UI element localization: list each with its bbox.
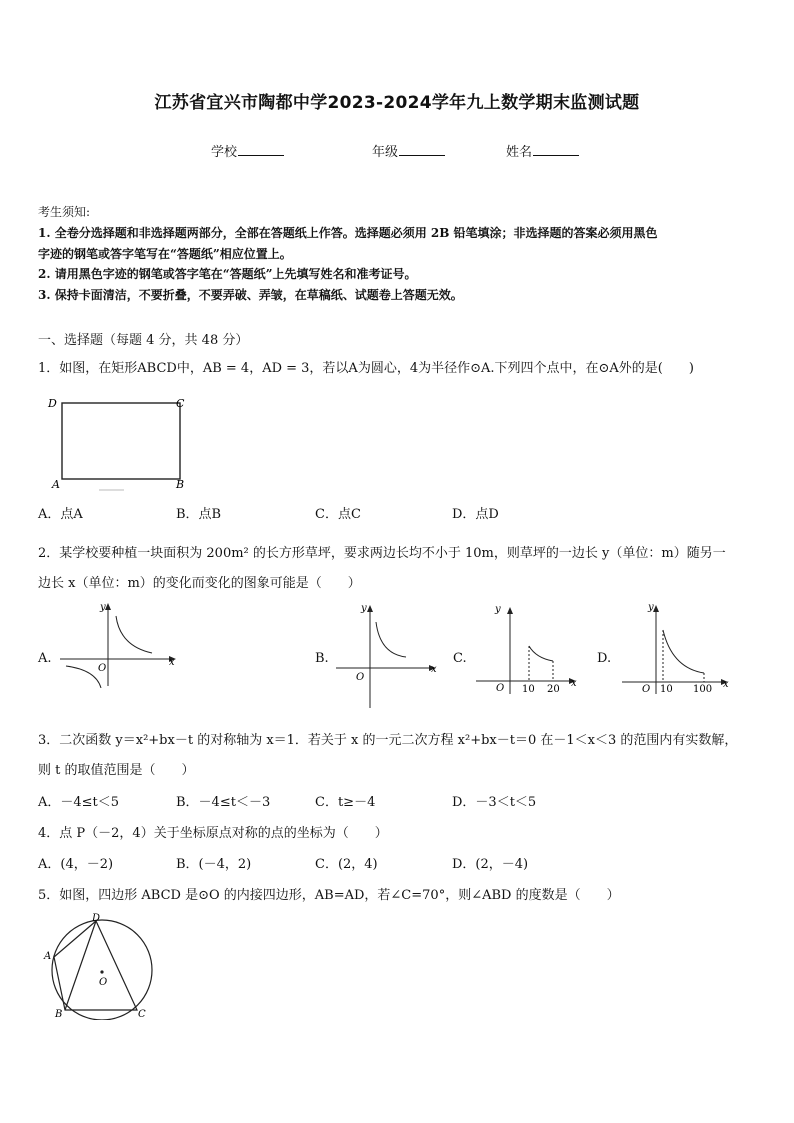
name-field[interactable] xyxy=(506,141,579,160)
axis-x: x xyxy=(169,657,175,668)
origin: O xyxy=(642,684,651,695)
label-b: B xyxy=(55,1009,63,1020)
label-d: D xyxy=(48,397,57,410)
rectangle-abcd xyxy=(62,403,180,479)
q2-option-d[interactable]: D. xyxy=(597,651,612,666)
q4-option-a[interactable]: A．(4，－2) xyxy=(38,857,114,872)
q1-option-b[interactable]: B．点B xyxy=(176,507,222,522)
question-3-line2: 则 t 的取值范围是（ ） xyxy=(38,763,195,778)
label-c: C xyxy=(138,1009,146,1020)
axis-y: y xyxy=(361,603,367,614)
label-a: A xyxy=(52,478,60,491)
graph-b xyxy=(334,598,444,710)
origin: O xyxy=(98,663,107,674)
question-2-line1: 2．某学校要种植一块面积为 200m² 的长方形草坪，要求两边长均不小于 10m，则草坪的一边长 y（单位：m）随另一 xyxy=(38,546,726,561)
origin: O xyxy=(496,683,505,694)
notice-item: 字迹的钢笔或答字笔写在“答题纸”相应位置上。 xyxy=(38,247,292,261)
q2-option-b[interactable]: B. xyxy=(315,651,329,666)
axis-y: y xyxy=(648,602,654,613)
q3-option-a[interactable]: A．－4≤t＜5 xyxy=(38,795,120,810)
q2-option-a[interactable]: A. xyxy=(38,651,52,666)
tick-10: 10 xyxy=(522,684,535,695)
grade-field[interactable] xyxy=(372,141,445,160)
origin: O xyxy=(356,672,365,683)
q4-option-b[interactable]: B．(－4，2) xyxy=(176,857,252,872)
name-label: 姓名 xyxy=(506,145,533,160)
tick-10: 10 xyxy=(660,684,673,695)
axis-y: y xyxy=(100,602,106,613)
q3-option-c[interactable]: C．t≥－4 xyxy=(315,795,376,810)
school-field[interactable] xyxy=(211,141,284,160)
q1-option-d[interactable]: D．点D xyxy=(452,507,499,522)
graph-a xyxy=(56,598,182,688)
axis-x: x xyxy=(723,679,729,690)
q1-option-a[interactable]: A．点A xyxy=(38,507,83,522)
q2-option-c[interactable]: C. xyxy=(453,651,467,666)
notice-heading: 考生须知: xyxy=(38,205,91,219)
tick-20: 20 xyxy=(547,684,560,695)
axis-x: x xyxy=(571,678,577,689)
q3-option-d[interactable]: D．－3＜t＜5 xyxy=(452,795,537,810)
graph-d xyxy=(620,600,736,696)
label-b: B xyxy=(176,478,185,491)
section-heading: 一、选择题（每题 4 分，共 48 分） xyxy=(38,333,249,348)
tick-100: 100 xyxy=(693,684,713,695)
question-4-text: 4．点 P（－2，4）关于坐标原点对称的点的坐标为（ ） xyxy=(38,826,388,841)
notice-item: 1. 全卷分选择题和非选择题两部分，全部在答题纸上作答。选择题必须用 2B 铅笔填涂；非选择题的答案必须用黑色 xyxy=(38,226,658,240)
school-label: 学校 xyxy=(211,145,238,160)
axis-x: x xyxy=(431,664,437,675)
grade-label: 年级 xyxy=(372,145,399,160)
notice-item: 3. 保持卡面清洁，不要折叠，不要弄破、弄皱，在草稿纸、试题卷上答题无效。 xyxy=(38,288,463,302)
q4-option-d[interactable]: D．(2，－4) xyxy=(452,857,529,872)
notice-item: 2. 请用黑色字迹的钢笔或答字笔在“答题纸”上先填写姓名和准考证号。 xyxy=(38,267,417,281)
q1-option-c[interactable]: C．点C xyxy=(315,507,361,522)
label-c: C xyxy=(176,397,185,410)
question-3-line1: 3．二次函数 y＝x²+bx－t 的对称轴为 x＝1．若关于 x 的一元二次方程 x²+bx－t＝0 在－1＜x＜3 的范围内有实数解， xyxy=(38,733,738,748)
label-a: A xyxy=(44,951,52,962)
label-d: D xyxy=(92,913,101,924)
question-5-text: 5．如图，四边形 ABCD 是⊙O 的内接四边形，AB=AD，若∠C=70°，则∠ABD 的度数是（ ） xyxy=(38,888,620,903)
q4-option-c[interactable]: C．(2，4) xyxy=(315,857,378,872)
label-o: O xyxy=(99,977,108,988)
rectangle-figure xyxy=(44,392,204,498)
graph-c xyxy=(474,600,584,696)
q3-option-b[interactable]: B．－4≤t＜－3 xyxy=(176,795,271,810)
question-2-line2: 边长 x（单位：m）的变化而变化的图象可能是（ ） xyxy=(38,576,361,591)
page-title: 江苏省宜兴市陶都中学2023-2024学年九上数学期末监测试题 xyxy=(154,93,640,113)
question-1-text: 1．如图，在矩形ABCD中，AB = 4，AD = 3，若以A为圆心，4为半径作⊙A.下列四个点中，在⊙A外的是( ) xyxy=(38,361,694,376)
circle-figure xyxy=(38,910,162,1020)
axis-y: y xyxy=(495,604,501,615)
